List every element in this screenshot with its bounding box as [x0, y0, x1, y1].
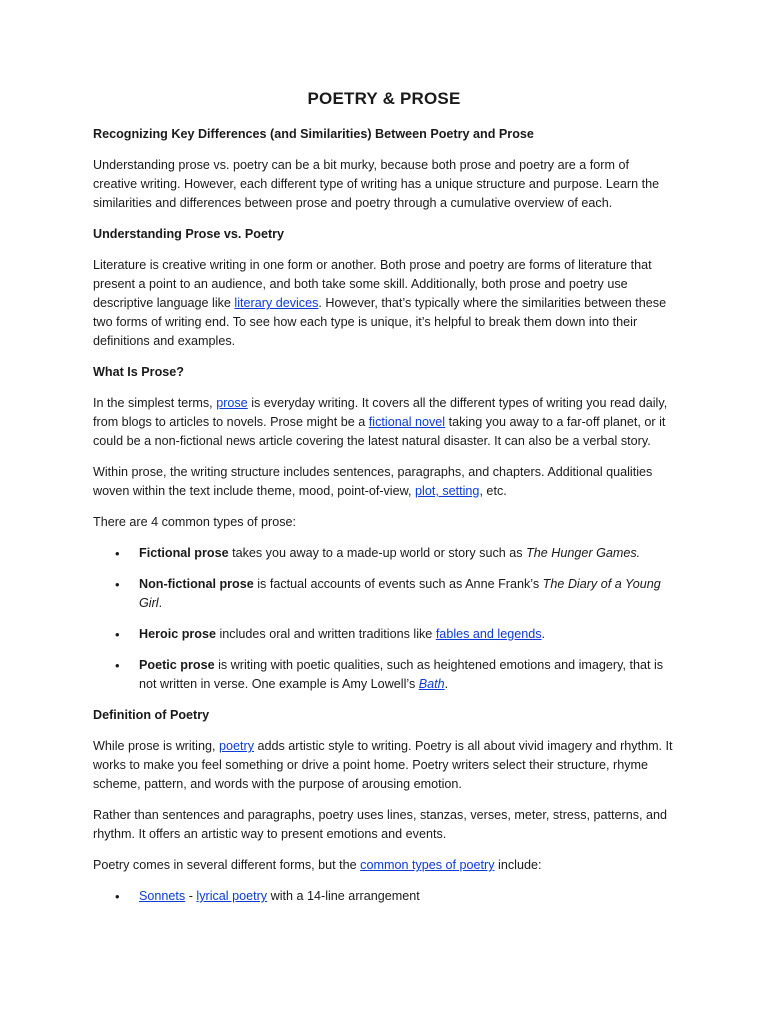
prose-paragraph-3: There are 4 common types of prose: [93, 515, 296, 529]
italic-link-text: Bath [418, 677, 445, 691]
list-item [93, 656, 675, 694]
text-run: include: [494, 858, 542, 872]
section-heading-definition-of-poetry: Definition of Poetry [93, 708, 210, 722]
prose-types-list [93, 544, 675, 694]
poetry-types-list [93, 887, 675, 906]
text-run: is factual accounts of events such as Anne Frank’s [253, 577, 543, 591]
understanding-paragraph [93, 256, 675, 351]
list-item [93, 544, 675, 563]
text-run: In the simplest terms, [93, 396, 217, 410]
list-item [93, 575, 675, 613]
text-run: adds artistic style to writing. Poetry is all about vivid imagery and rhythm. It works to make you feel something or drive a point home. Poetry writers select their structure, rhyme scheme, pattern, and words with the purpose of arousing emotion. [93, 739, 673, 791]
text-run: While prose is writing, [93, 739, 219, 753]
link-sonnets[interactable]: Sonnets [139, 889, 186, 903]
bullet-icon: • [115, 577, 120, 592]
bold-term: Fictional prose [139, 546, 229, 560]
link-lyrical-poetry[interactable]: lyrical poetry [196, 889, 268, 903]
link-bath[interactable] [419, 677, 445, 691]
link-poetry[interactable]: poetry [218, 739, 254, 753]
poetry-paragraph-2: Rather than sentences and paragraphs, poetry uses lines, stanzas, verses, meter, stress, patterns, and rhythm. It offers an artistic way to present emotions and events. [93, 808, 668, 841]
text-run: is writing with poetic qualities, such as heightened emotions and imagery, that is not written in verse. One example is Amy Lowell’s [139, 658, 664, 691]
text-run: . [541, 627, 546, 641]
prose-paragraph-1 [93, 394, 675, 451]
text-run: Within prose, the writing structure includes sentences, paragraphs, and chapters. Additional qualities woven within the text include theme, mood, point-of-view, [93, 465, 653, 498]
bullet-icon: • [115, 889, 120, 904]
page-title: POETRY & PROSE [307, 89, 461, 108]
text-run: taking you away to a far-off planet, or it could be a non-fictional news article covering the latest natural disaster. It can also be a verbal story. [93, 415, 666, 448]
bullet-icon: • [115, 627, 120, 642]
link-fables-and-legends[interactable]: fables and legends [435, 627, 542, 641]
link-common-types-of-poetry[interactable]: common types of poetry [360, 858, 495, 872]
text-run: . However, that’s typically where the similarities between these two forms of writing end. To see how each type is unique, it’s helpful to break them down into their definitions and examples. [93, 296, 667, 348]
bold-term: Non-fictional prose [139, 577, 254, 591]
link-literary-devices[interactable]: literary devices [234, 296, 319, 310]
link-prose[interactable]: prose [216, 396, 248, 410]
subtitle: Recognizing Key Differences (and Similarities) Between Poetry and Prose [93, 127, 534, 141]
bold-term: Heroic prose [139, 627, 216, 641]
text-run: , etc. [479, 484, 507, 498]
link-plot-setting[interactable]: plot, setting [415, 484, 480, 498]
text-run: is everyday writing. It covers all the different types of writing you read daily, from blogs to articles to novels. Prose might be a [93, 396, 668, 429]
section-heading-what-is-prose: What Is Prose? [93, 365, 184, 379]
bold-term: Poetic prose [139, 658, 215, 672]
text-run: . [158, 596, 163, 610]
poetry-paragraph-1 [93, 737, 675, 794]
text-run: - [185, 889, 197, 903]
bullet-icon: • [115, 546, 120, 561]
italic-title: The Diary of a Young Girl [139, 577, 661, 610]
bullet-icon: • [115, 658, 120, 673]
poetry-paragraph-3 [93, 856, 675, 875]
text-run: includes oral and written traditions like [216, 627, 436, 641]
text-run: takes you away to a made-up world or story such as [228, 546, 527, 560]
prose-paragraph-2 [93, 463, 675, 501]
section-heading-understanding: Understanding Prose vs. Poetry [93, 227, 285, 241]
list-item [93, 625, 675, 644]
link-fictional-novel[interactable]: fictional novel [368, 415, 446, 429]
text-run: with a 14-line arrangement [267, 889, 420, 903]
text-run: Literature is creative writing in one form or another. Both prose and poetry are forms of literature that present a point to an audience, and both take some skill. Additionally, both prose and poetry use descriptive language like [93, 258, 652, 310]
text-run: Poetry comes in several different forms, but the [93, 858, 361, 872]
list-item [93, 887, 675, 906]
text-run: . [444, 677, 449, 691]
italic-title: The Hunger Games. [526, 546, 641, 560]
intro-paragraph: Understanding prose vs. poetry can be a bit murky, because both prose and poetry are a form of creative writing. However, each different type of writing has a unique structure and purpose. Learn the similarities and differences between prose and poetry through a cumulative overview of each. [93, 158, 660, 210]
